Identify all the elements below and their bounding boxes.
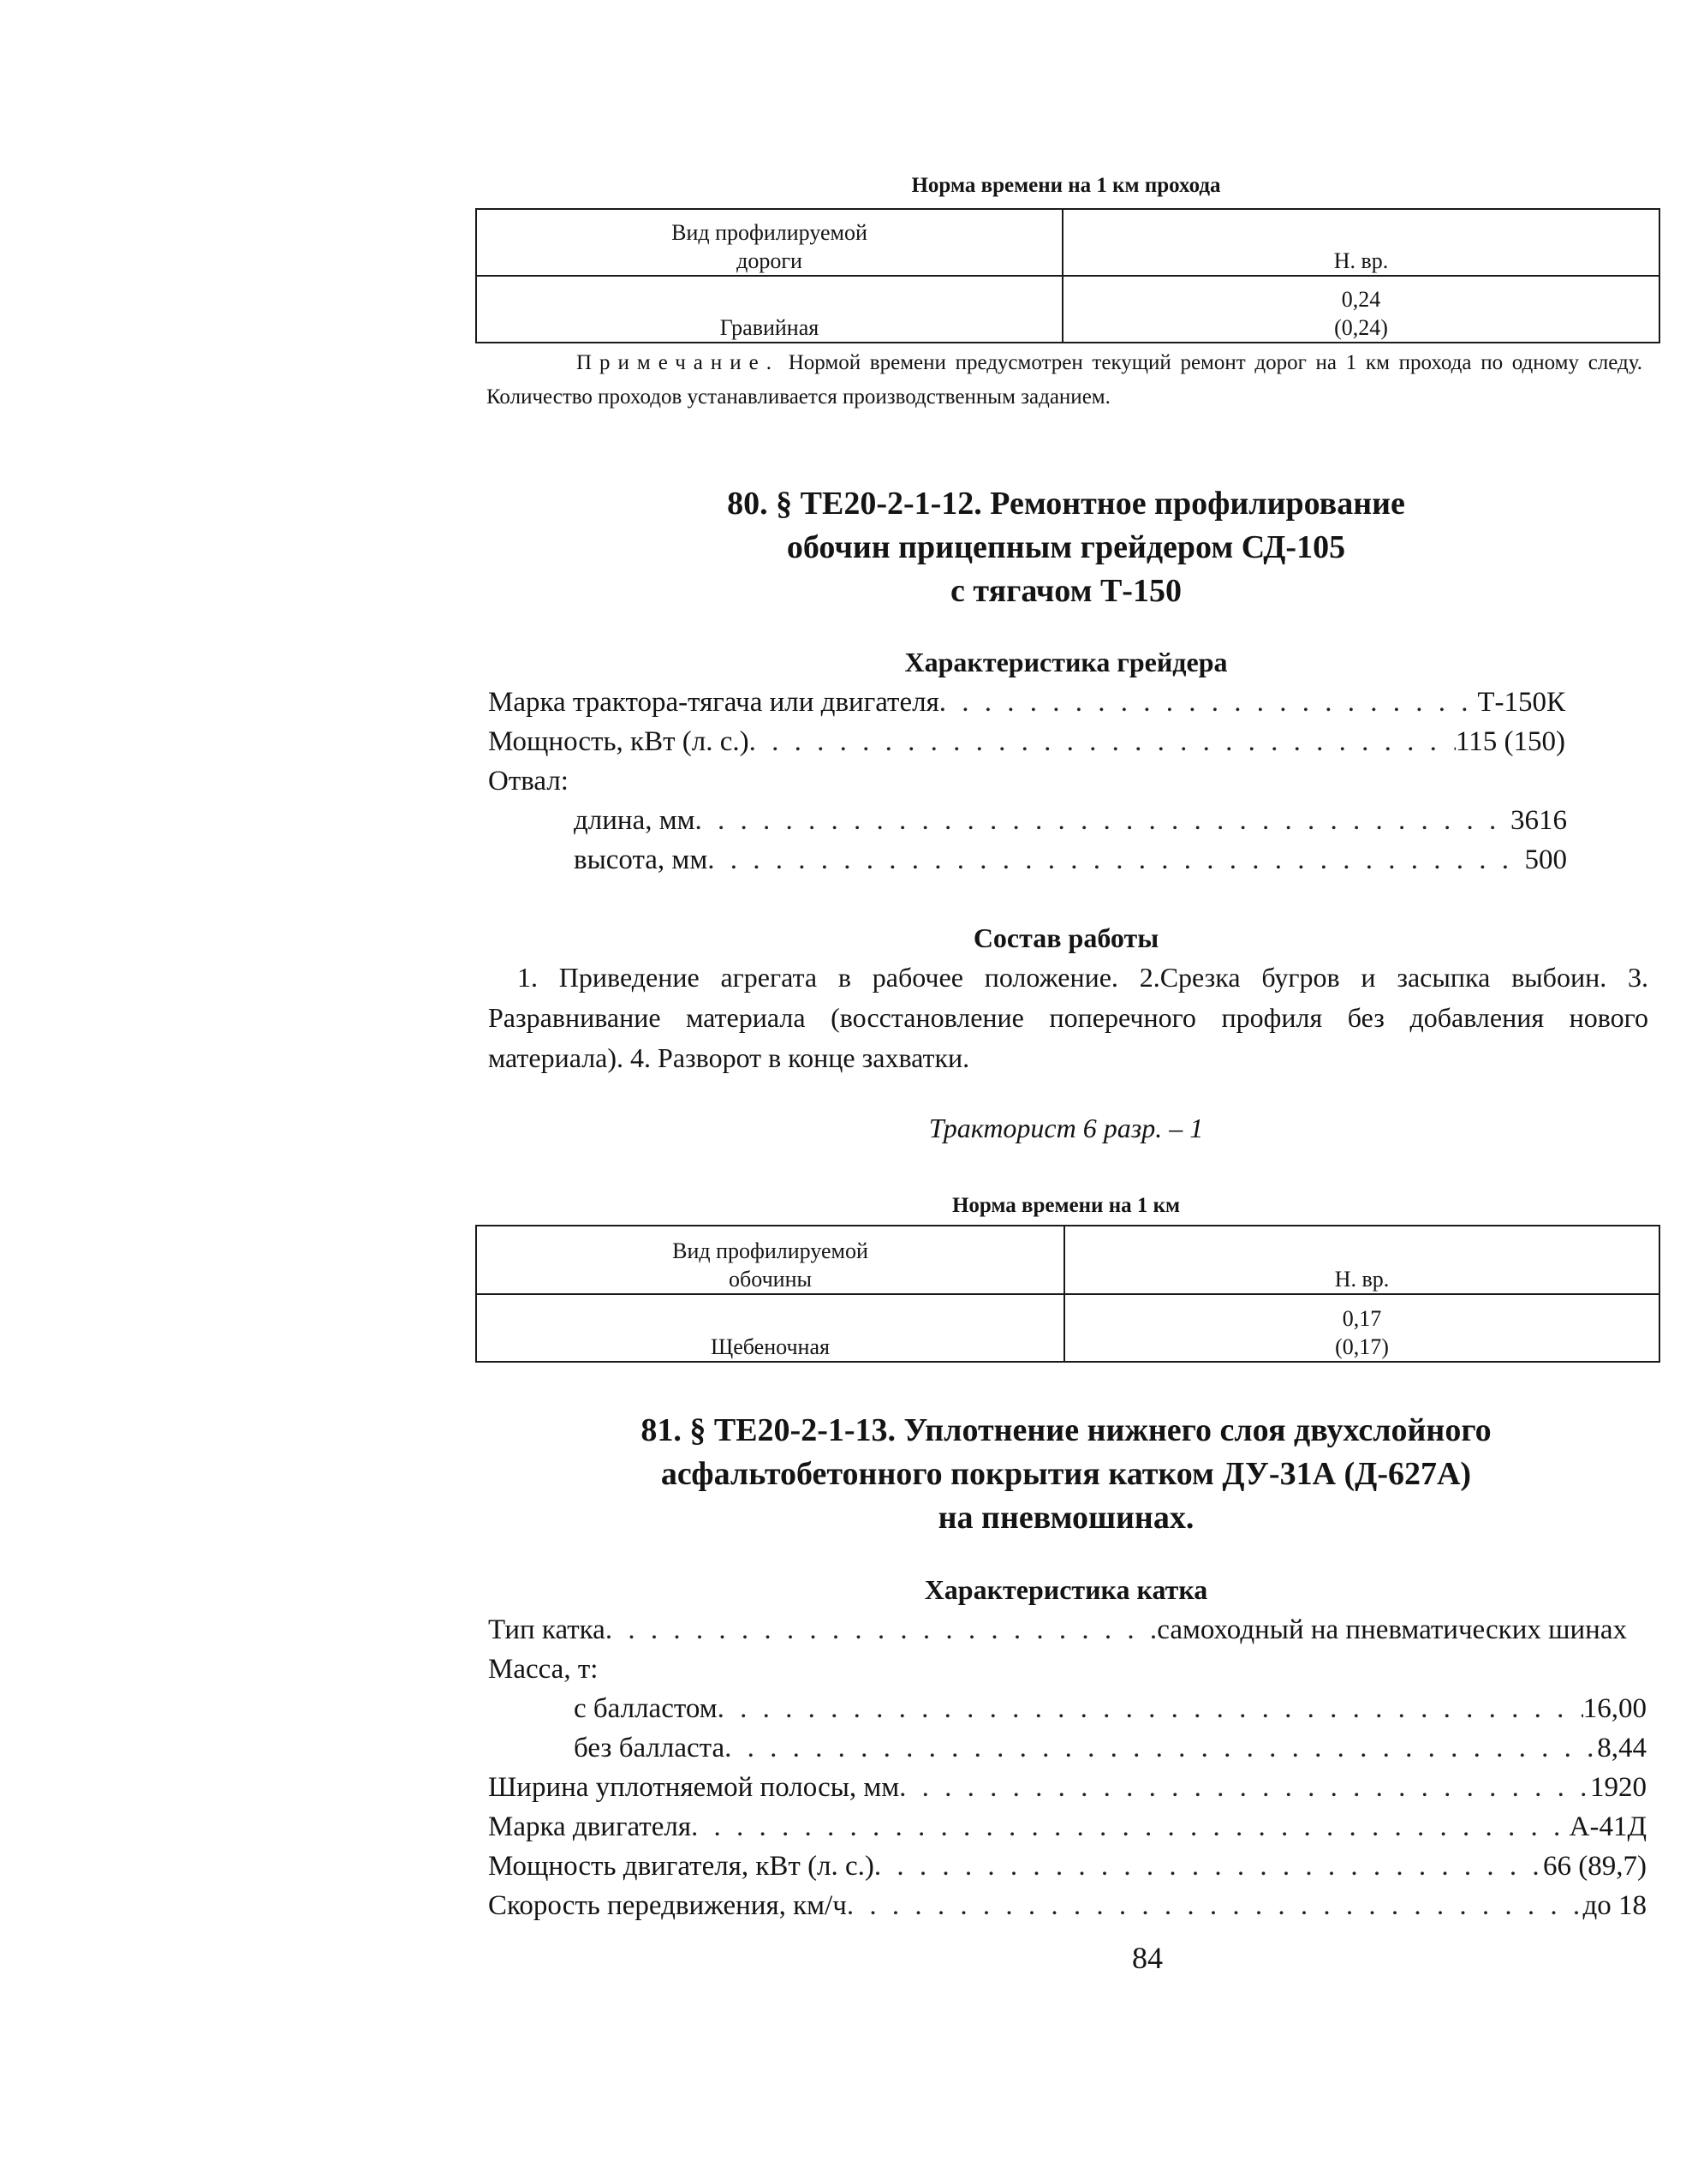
header-cell-shoulder-type xyxy=(476,1226,1064,1294)
spec-label: Марка двигателя xyxy=(488,1811,691,1842)
leader-dots xyxy=(749,722,1456,761)
spec-value: 3616 xyxy=(1510,805,1567,836)
row-value-cell xyxy=(1064,1294,1659,1362)
table-row xyxy=(476,1294,1659,1362)
spec-value: Т-150К xyxy=(1477,687,1565,718)
leader-dots xyxy=(718,1689,1583,1728)
leader-dots xyxy=(899,1768,1590,1807)
spec-label: с балластом xyxy=(574,1693,718,1724)
spec-row xyxy=(574,840,1567,880)
leader-dots xyxy=(691,1807,1570,1847)
section-title-line: асфальтобетонного покрытия катком ДУ-31А (Д-627А) xyxy=(660,1456,1472,1492)
roller-specs xyxy=(488,1768,1647,1925)
leader-dots xyxy=(695,801,1511,840)
spec-label: Марка трактора-тягача или двигателя xyxy=(488,687,939,718)
note-prefix: Примечание. xyxy=(576,351,780,374)
spec-value: 1920 xyxy=(1590,1772,1647,1803)
spec-group-label: Отвал: xyxy=(488,766,569,797)
spec-row xyxy=(488,1768,1647,1807)
header-line: Вид профилируемой xyxy=(671,220,867,245)
row-value-cell xyxy=(1063,276,1659,343)
section-title-line: с тягачом Т-150 xyxy=(950,573,1182,609)
crew-line: Тракторист 6 разр. – 1 xyxy=(928,1113,1204,1143)
header-line: обочины xyxy=(729,1267,812,1292)
spec-value: до 18 xyxy=(1582,1890,1647,1921)
leader-dots xyxy=(939,683,1478,722)
work-description: 1. Приведение агрегата в рабочее положение. 2.Срезка бугров и засыпка выбоин. 3. Разравнивание материала (восстановление поперечного профиля без добавления нового материала). 4. Разворот в конце захватки. xyxy=(488,962,1648,1073)
table-header-row xyxy=(476,209,1659,276)
spec-row xyxy=(574,1689,1647,1728)
spec-heading: Характеристика катка xyxy=(924,1574,1208,1605)
table-caption: Норма времени на 1 км прохода xyxy=(911,174,1221,197)
leader-dots xyxy=(874,1847,1543,1886)
spec-row xyxy=(488,683,1565,722)
spec-label: Мощность, кВт (л. с.) xyxy=(488,726,749,757)
spec-row xyxy=(488,1610,1627,1650)
leader-dots xyxy=(847,1886,1583,1925)
leader-dots xyxy=(707,840,1524,880)
header-cell-time-norm: Н. вр. xyxy=(1064,1226,1659,1294)
spec-value: А-41Д xyxy=(1569,1811,1647,1842)
spec-value: 16,00 xyxy=(1582,1693,1647,1724)
leader-dots xyxy=(724,1728,1597,1768)
row-label-cell: Щебеночная xyxy=(476,1294,1064,1362)
spec-value: 500 xyxy=(1524,844,1567,875)
mass-specs xyxy=(574,1689,1647,1768)
section-title-line: на пневмошинах. xyxy=(938,1500,1195,1536)
time-norm-table xyxy=(475,1225,1660,1363)
time-norm-value: 0,17 xyxy=(1342,1306,1382,1331)
blade-specs xyxy=(574,801,1567,880)
row-label-cell: Гравийная xyxy=(476,276,1063,343)
spec-value: 66 (89,7) xyxy=(1543,1851,1647,1882)
spec-value: 115 (150) xyxy=(1455,726,1565,757)
spec-row xyxy=(488,1886,1647,1925)
leader-dots xyxy=(605,1610,1157,1650)
time-norm-value-alt: (0,17) xyxy=(1335,1334,1389,1359)
spec-group-label: Масса, т: xyxy=(488,1654,599,1685)
spec-label: Ширина уплотняемой полосы, мм xyxy=(488,1772,900,1803)
spec-label: Скорость передвижения, км/ч xyxy=(488,1890,847,1921)
note-paragraph xyxy=(486,346,1642,415)
grader-specs xyxy=(488,683,1565,801)
table-header-row xyxy=(476,1226,1659,1294)
time-norm-value: 0,24 xyxy=(1341,287,1381,312)
section-title-line: обочин прицепным грейдером СД-105 xyxy=(786,529,1346,565)
table-caption: Норма времени на 1 км xyxy=(951,1194,1181,1217)
page-number: 84 xyxy=(1132,1941,1163,1975)
spec-row xyxy=(488,722,1565,761)
spec-value: 8,44 xyxy=(1597,1733,1647,1763)
header-cell-road-type xyxy=(476,209,1063,276)
roller-type-spec xyxy=(488,1610,1627,1689)
spec-row xyxy=(488,1847,1647,1886)
spec-row xyxy=(574,1728,1647,1768)
spec-label: Мощность двигателя, кВт (л. с.) xyxy=(488,1851,874,1882)
note-text: Нормой времени предусмотрен текущий ремонт дорог на 1 км прохода по одному следу. Количество проходов устанавливается производственным заданием. xyxy=(486,351,1642,409)
section-title-line: 81. § ТЕ20-2-1-13. Уплотнение нижнего слоя двухслойного xyxy=(640,1412,1492,1448)
spec-label: без балласта xyxy=(574,1733,725,1763)
time-norm-table xyxy=(475,208,1660,343)
spec-heading: Характеристика грейдера xyxy=(904,647,1228,677)
work-heading: Состав работы xyxy=(973,922,1159,953)
spec-label: Тип катка xyxy=(488,1614,605,1645)
header-line: Вид профилируемой xyxy=(672,1238,868,1263)
spec-row xyxy=(488,1807,1647,1847)
spec-value: самоходный на пневматических шинах xyxy=(1157,1614,1627,1645)
spec-label: высота, мм xyxy=(574,844,708,875)
header-cell-time-norm: Н. вр. xyxy=(1063,209,1659,276)
section-81-title xyxy=(480,1409,1653,1540)
spec-label: длина, мм xyxy=(574,805,695,836)
table-row xyxy=(476,276,1659,343)
spec-row xyxy=(574,801,1567,840)
section-80-title xyxy=(480,482,1653,613)
time-norm-value-alt: (0,24) xyxy=(1334,315,1388,340)
header-line: дороги xyxy=(736,248,802,273)
section-title-line: 80. § ТЕ20-2-1-12. Ремонтное профилирование xyxy=(727,486,1405,522)
